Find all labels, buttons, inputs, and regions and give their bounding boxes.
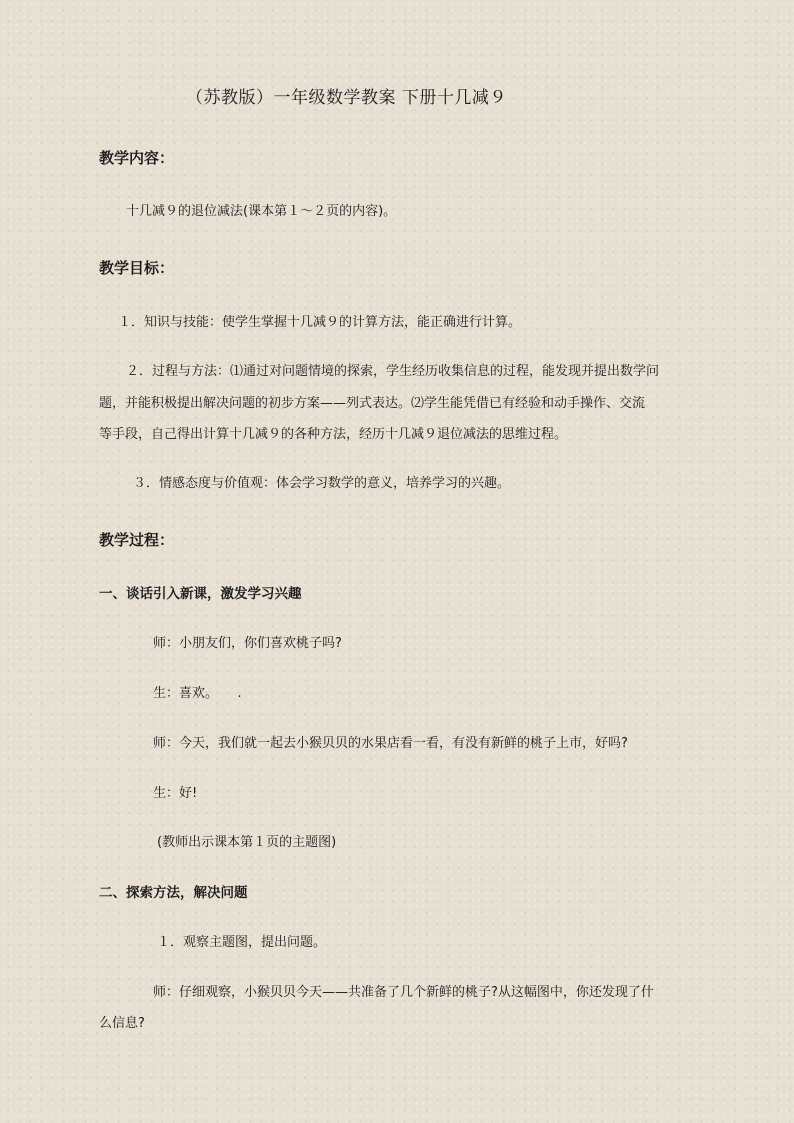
- document-title: （苏教版）一年级数学教案 下册十几减９: [186, 88, 507, 108]
- section-1-heading: 一、谈话引入新课，激发学习兴趣: [99, 586, 302, 602]
- process-heading: 教学过程：: [99, 531, 175, 549]
- dialog-line-3: 师：今天，我们就一起去小猴贝贝的水果店看一看，有没有新鲜的桃子上市，好吗?: [153, 736, 628, 751]
- goal-3: ３．情感态度与价值观：体会学习数学的意义，培养学习的兴趣。: [133, 476, 511, 491]
- dialog-line-6-continued: 么信息?: [99, 1016, 145, 1031]
- goal-1: １．知识与技能：使学生掌握十几减９的计算方法，能正确进行计算。: [118, 315, 522, 330]
- goals-heading: 教学目标：: [99, 259, 175, 277]
- content-text: 十几减９的退位减法(课本第１～２页的内容)。: [126, 204, 397, 219]
- dialog-line-5: (教师出示课本第１页的主题图): [157, 835, 337, 850]
- dialog-line-6: 师：仔细观察，小猴贝贝今天——共准备了几个新鲜的桃子?从这幅图中，你还发现了什: [153, 985, 654, 1000]
- section-2-heading: 二、探索方法，解决问题: [99, 885, 248, 901]
- content-heading: 教学内容：: [99, 149, 175, 167]
- step-1: １．观察主题图，提出问题。: [157, 935, 327, 950]
- goal-2-line-2: 题，并能积极提出解决问题的初步方案——列式表达。⑵学生能凭借已有经验和动手操作、交流: [99, 396, 646, 411]
- dialog-line-2: 生：喜欢。 .: [153, 686, 242, 701]
- dialog-line-4: 生：好!: [153, 786, 198, 801]
- goal-2-line-1: ２．过程与方法：⑴通过对问题情境的探索，学生经历收集信息的过程，能发现并提出数学问: [126, 364, 660, 379]
- goal-2-line-3: 等手段，自己得出计算十几减９的各种方法，经历十几减９退位减法的思维过程。: [99, 427, 568, 442]
- dialog-line-1: 师：小朋友们，你们喜欢桃子吗?: [153, 636, 342, 651]
